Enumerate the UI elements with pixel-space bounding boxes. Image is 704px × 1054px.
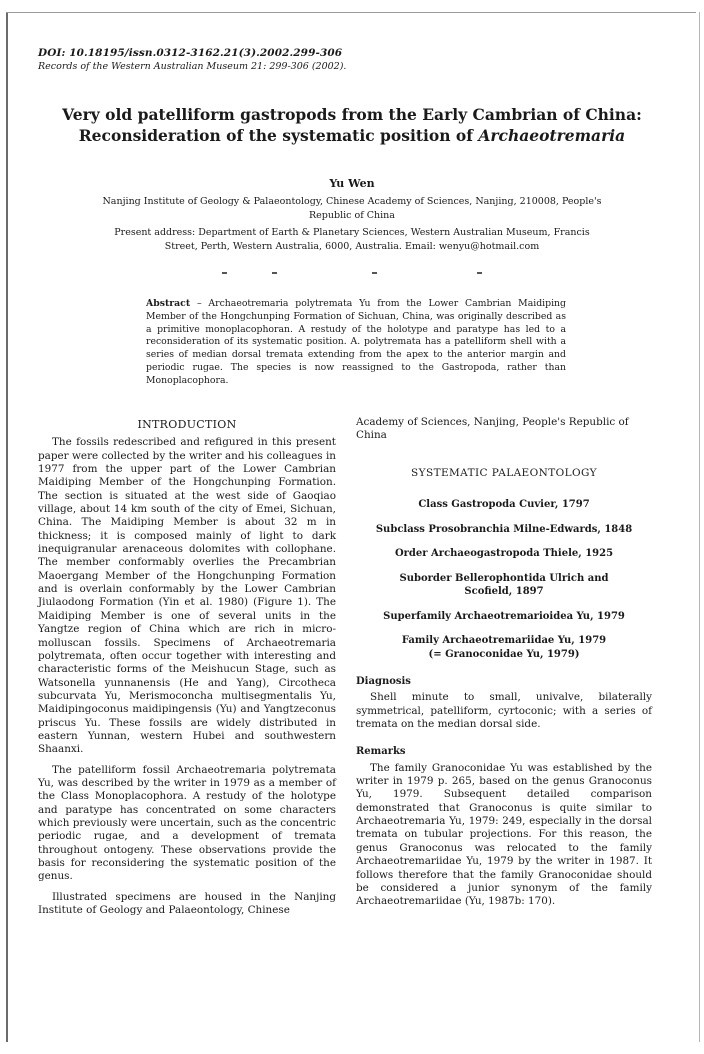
abstract	[146, 298, 566, 388]
title-line-1: Very old patelliform gastropods from the Early Cambrian of China:	[62, 105, 642, 124]
affiliation-institute: Nanjing Institute of Geology & Palaeontology, Chinese Academy of Sciences, Nanjing, 210008, People's Republic of China	[102, 196, 602, 221]
diagnosis-text: Shell minute to small, univalve, bilaterally symmetrical, patelliform, cyrtoconic; with a series of tremata on the median dorsal side.	[356, 691, 652, 731]
separator-mark	[477, 272, 482, 274]
diagnosis-heading: Diagnosis	[356, 676, 411, 688]
affiliation-block	[100, 195, 604, 253]
taxon-family-synonym: (= Granoconidae Yu, 1979)	[428, 648, 580, 660]
remarks-text: The family Granoconidae Yu was established by the writer in 1979 p. 265, based on the genus Granoconus Yu, 1979. Subsequent detailed comparison demonstrated that Granoconus is quite similar to Archaeotremaria Yu, 1979: 249, especially in the dorsal tremata on tubular projections. For this reason, the genus Granoconus was relocated to the family Archaeotremariidae Yu, 1979 by the writer in 1987. It follows therefore that the family Granoconidae should be considered a junior synonym of the family Archaeotremariidae (Yu, 1987b: 170).	[356, 761, 652, 908]
affiliation-continuation: Academy of Sciences, Nanjing, People's Republic of China	[356, 416, 629, 442]
abstract-label: Abstract	[146, 298, 191, 309]
separator-mark	[222, 272, 227, 274]
author-name: Yu Wen	[329, 177, 375, 190]
paper-title	[60, 104, 644, 146]
left-column	[38, 418, 336, 924]
introduction-paragraph-1: The fossils redescribed and refigured in this present paper were collected by the writer and his colleagues in 1977 from the upper part of the Lower Cambrian Maidiping Member of the Hongchunping Formation. The section is situated at the west side of Gaoqiao village, about 14 km south of the city of Emei, Sichuan, China. The Maidiping Member is about 32 m in thickness; it is composed mainly of light to dark inequigranular arenaceous dolomites with collophane. The member conformably overlies the Precambrian Maoergang Member of the Hongchunping Formation and is overlain conformably by the Lower Cambrian Jiulaodong Formation (Yin et al. 1980) (Figure 1). The Maidiping Member is one of several units in the Yangtze region of China which are rich in micro-molluscan fossils. Specimens of Archaeotremaria polytremata, often occur together with interesting and characteristic forms of the Meishucun Stage, such as Watsonella yunnanensis (He and Yang), Circotheca subcurvata Yu, Merismoconcha multisegmentalis Yu, Maidipingoconus maidipingensis (Yu) and Yangtzeconus priscus Yu. These fossils are widely distributed in eastern Yunnan, western Hubei and southwestern Shaanxi.	[38, 436, 336, 756]
title-line-2	[60, 125, 644, 146]
introduction-paragraph-3: Illustrated specimens are housed in the Nanjing Institute of Geology and Palaeontology, Chinese	[38, 890, 336, 917]
right-column	[356, 416, 652, 916]
abstract-text: – Archaeotremaria polytremata Yu from the Lower Cambrian Maidiping Member of the Hongchunping Formation of Sichuan, China, was originally described as a primitive monoplacophoran. A restudy of the holotype and paratype has led to a reconsideration of its systematic position. A. polytremata has a patelliform shell with a series of median dorsal tremata extending from the apex to the anterior margin and periodic rugae. The species is now reassigned to the Gastropoda, rather than Monoplacophora.	[146, 298, 566, 386]
journal-citation: Records of the Western Australian Museum 21: 299-306 (2002).	[38, 61, 347, 72]
page-border-left	[6, 12, 8, 1042]
doi-line[interactable]: DOI: 10.18195/issn.0312-3162.21(3).2002.299-306	[38, 47, 343, 59]
taxon-suborder: Suborder Bellerophontida Ulrich and Scofield, 1897	[399, 572, 609, 598]
introduction-paragraph-2: The patelliform fossil Archaeotremaria polytremata Yu, was described by the writer in 1979 as a member of the Class Monoplacophora. A restudy of the holotype and paratype has concentrated on some characters which previously were uncertain, such as the concentric periodic rugae, and a development of tremata throughout ontogeny. These observations provide the basis for reconsidering the systematic position of the genus.	[38, 763, 336, 883]
section-separator	[222, 272, 482, 276]
taxon-superfamily: Superfamily Archaeotremarioidea Yu, 1979	[383, 610, 625, 622]
taxon-family	[356, 634, 652, 661]
systematic-palaeontology-heading: SYSTEMATIC PALAEONTOLOGY	[411, 466, 597, 479]
introduction-heading: INTRODUCTION	[137, 418, 237, 431]
affiliation-present-address: Present address: Department of Earth & Planetary Sciences, Western Australian Museum, Francis Street, Perth, Western Australia, 6000, Australia. Email: wenyu@hotmail.com	[114, 227, 590, 252]
taxon-class: Class Gastropoda Cuvier, 1797	[418, 499, 590, 511]
title-genus: Archaeotremaria	[478, 126, 626, 145]
taxon-subclass: Subclass Prosobranchia Milne-Edwards, 1848	[375, 523, 633, 535]
page-header	[38, 47, 658, 72]
taxon-family-name: Family Archaeotremariidae Yu, 1979	[401, 635, 607, 647]
remarks-heading: Remarks	[356, 746, 406, 758]
separator-mark	[372, 272, 377, 274]
taxon-order: Order Archaeogastropoda Thiele, 1925	[394, 548, 614, 560]
title-line-2-prefix: Reconsideration of the systematic position of	[78, 126, 479, 145]
page-border-top	[6, 12, 696, 13]
separator-mark	[272, 272, 277, 274]
page-border-right	[699, 12, 700, 1042]
